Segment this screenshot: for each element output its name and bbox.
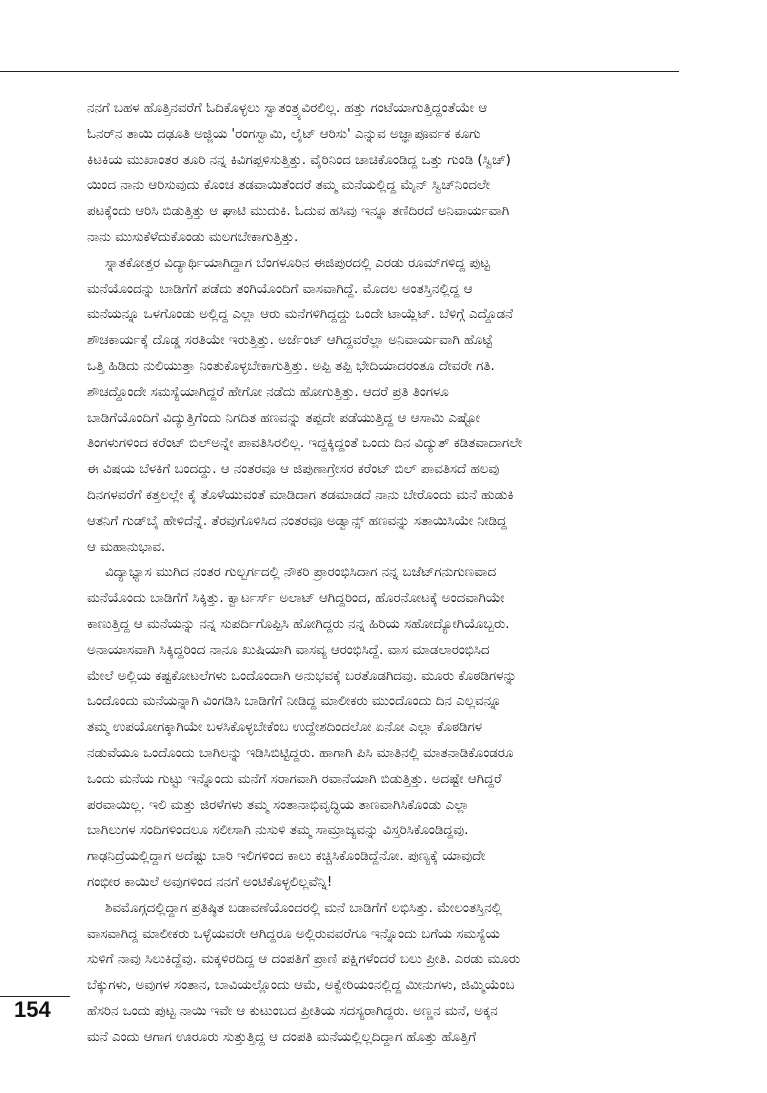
text-line: ಮೇಲೆ ಅಲ್ಲಿಯ ಕಷ್ಟಕೋಟಲೆಗಳು ಒಂದೊಂದಾಗಿ ಅನುಭವಕ್ಕೆ ಬರತೊಡಗಿದವು. ಮೂರು ಕೊಠಡಿಗಳನ್ನು <box>87 668 517 684</box>
text-line: ಪಟಕ್ಕೆಂದು ಆರಿಸಿ ಬಿಡುತ್ತಿತ್ತು ಆ ಘಾಟಿ ಮುದುಕಿ. ಓದುವ ಹಸಿವು ಇನ್ನೂ ತಣಿದಿರದೆ ಅನಿವಾರ್ಯವಾಗಿ <box>87 204 510 220</box>
text-line: ಒತ್ತಿ ಹಿಡಿದು ನುಲಿಯುತ್ತಾ ನಿಂತುಕೊಳ್ಳಬೇಕಾಗುತ್ತಿತ್ತು. ಅಪ್ಪಿ ತಪ್ಪಿ ಭೇದಿಯಾದರಂತೂ ದೇವರೇ ಗತಿ. <box>87 358 495 374</box>
text-line: ಗಾಢನಿದ್ರೆಯಲ್ಲಿದ್ದಾಗ ಅದೆಷ್ಟು ಬಾರಿ ಇಲಿಗಳಿಂದ ಕಾಲು ಕಚ್ಚಿಸಿಕೊಂಡಿದ್ದೆನೋ. ಪುಣ್ಯಕ್ಕೆ ಯಾವುದೇ <box>87 849 486 865</box>
text-line: ಶೌಚಕಾರ್ಯಕ್ಕೆ ದೊಡ್ಡ ಸರತಿಯೇ ಇರುತ್ತಿತ್ತು. ಅರ್ಜೆಂಟ್ ಆಗಿದ್ದವರೆಲ್ಲಾ ಅನಿವಾರ್ಯವಾಗಿ ಹೊಟ್ಟೆ <box>87 333 493 349</box>
text-line: ಆತನಿಗೆ ಗುಡ್‌ಬೈ ಹೇಳಿದೆನ್ನೆ. ತೆರವುಗೊಳಿಸಿದ ನಂತರವೂ ಅಡ್ವಾನ್ಸ್ ಹಣವನ್ನು ಸತಾಯಿಸಿಯೇ ನೀಡಿದ್ದ <box>87 513 507 529</box>
text-line: ಅನಾಯಾಸವಾಗಿ ಸಿಕ್ಕಿದ್ದರಿಂದ ನಾನೂ ಖುಷಿಯಾಗಿ ವಾಸವ್ಯ ಆರಂಭಿಸಿದ್ದೆ. ವಾಸ ಮಾಡಲಾರಂಭಿಸಿದ <box>87 642 490 658</box>
top-rule <box>0 71 679 72</box>
text-line: ಯಿಂದ ನಾನು ಆರಿಸುವುದು ಕೊಂಚ ತಡವಾಯಿತೆಂದರೆ ತಮ್ಮ ಮನೆಯಲ್ಲಿದ್ದ ಮೈನ್ ಸ್ವಿಚ್‌ನಿಂದಲೇ <box>87 178 491 194</box>
body-text <box>87 96 679 1050</box>
text-line: ಮನೆ ಎಂದು ಆಗಾಗ ಊರೂರು ಸುತ್ತುತ್ತಿದ್ದ ಆ ದಂಪತಿ ಮನೆಯಲ್ಲಿಲ್ಲದಿದ್ದಾಗ ಹೊತ್ತು ಹೊತ್ತಿಗೆ <box>87 1029 477 1045</box>
text-line: ಮನೆಯೊಂದನ್ನು ಬಾಡಿಗೆಗೆ ಪಡೆದು ತಂಗಿಯೊಂದಿಗೆ ವಾಸವಾಗಿದ್ದೆ. ಮೊದಲ ಅಂತಸ್ತಿನಲ್ಲಿದ್ದ ಆ <box>87 281 473 297</box>
text-line: ಬಾಡಿಗೆಯೊಂದಿಗೆ ವಿದ್ಯುತ್ತಿಗೆಂದು ನಿಗದಿತ ಹಣವನ್ನು ತಪ್ಪದೇ ಪಡೆಯುತ್ತಿದ್ದ ಆ ಆಸಾಮಿ ಎಷ್ಟೋ <box>87 410 480 426</box>
text-line: ಗಂಭೀರ ಕಾಯಿಲೆ ಅವುಗಳಿಂದ ನನಗೆ ಅಂಟಿಕೊಳ್ಳಲಿಲ್ಲವೆನ್ನಿ! <box>87 874 333 890</box>
text-line: ಮನೆಯೊಂದು ಬಾಡಿಗೆಗೆ ಸಿಕ್ಕಿತ್ತು. ಕ್ವಾರ್ಟರ್ಸ್ ಅಲಾಟ್ ಆಗಿದ್ದರಿಂದ, ಹೊರನೋಟಕ್ಕೆ ಅಂದವಾಗಿಯೇ <box>87 591 505 607</box>
text-line: ಕಾಣುತ್ತಿದ್ದ ಆ ಮನೆಯನ್ನು ನನ್ನ ಸುಪರ್ದಿಗೊಪ್ಪಿಸಿ ಹೋಗಿದ್ದರು ನನ್ನ ಹಿರಿಯ ಸಹೋದ್ಯೋಗಿಯೊಬ್ಬರು. <box>87 616 510 632</box>
text-line: ಒಂದೊಂದು ಮನೆಯನ್ನಾಗಿ ವಿಂಗಡಿಸಿ ಬಾಡಿಗೆಗೆ ನೀಡಿದ್ದ ಮಾಲೀಕರು ಮುಂದೊಂದು ದಿನ ಎಲ್ಲವನ್ನೂ <box>87 694 502 710</box>
text-line: ಬೆಕ್ಕುಗಳು, ಅವುಗಳ ಸಂತಾನ, ಬಾವಿಯಲ್ಲೊಂದು ಆಮೆ, ಅಕ್ವೇರಿಯಂನಲ್ಲಿದ್ದ ಮೀನುಗಳು, ಜಿಮ್ಮಿಯೆಂಬ <box>87 978 515 994</box>
text-line: ಓನರ್‌ನ ತಾಯಿ ದಢೂತಿ ಅಜ್ಜಿಯ 'ರಂಗಸ್ವಾಮಿ, ಲೈಟ್ ಆರಿಸು' ಎನ್ನುವ ಅಜ್ಞಾಪೂರ್ವಕ ಕೂಗು <box>87 126 481 142</box>
text-line: ದಿನಗಳವರೆಗೆ ಕತ್ತಲಲ್ಲೇ ಕೈ ತೊಳೆಯುವಂತೆ ಮಾಡಿದಾಗ ತಡಮಾಡದೆ ನಾನು ಬೇರೊಂದು ಮನೆ ಹುಡುಕಿ <box>87 487 514 503</box>
text-line: ವಾಸವಾಗಿದ್ದ ಮಾಲೀಕರು ಒಳ್ಳೆಯವರೇ ಆಗಿದ್ದರೂ ಅಲ್ಲಿರುವವರೆಗೂ ಇನ್ನೊಂದು ಬಗೆಯ ಸಮಸ್ಯೆಯ <box>87 926 500 942</box>
text-line: ಶಿವಮೊಗ್ಗದಲ್ಲಿದ್ದಾಗ ಪ್ರತಿಷ್ಠಿತ ಬಡಾವಣೆಯೊಂದರಲ್ಲಿ ಮನೆ ಬಾಡಿಗೆಗೆ ಲಭಿಸಿತ್ತು. ಮೇಲಂತಸ್ತಿನಲ್ಲಿ <box>105 900 502 916</box>
text-line: ಪರವಾಯಿಲ್ಲ. ಇಲಿ ಮತ್ತು ಜಿರಳೆಗಳು ತಮ್ಮ ಸಂತಾನಾಭಿವೃದ್ಧಿಯ ತಾಣವಾಗಿಸಿಕೊಂಡು ಎಲ್ಲಾ <box>87 797 470 813</box>
text-line: ಸುಳಿಗೆ ನಾವು ಸಿಲುಕಿದ್ದೆವು. ಮಕ್ಕಳಿರದಿದ್ದ ಆ ದಂಪತಿಗೆ ಪ್ರಾಣಿ ಪಕ್ಷಿಗಳೆಂದರೆ ಬಲು ಪ್ರೀತಿ. ಎರಡು ಮೂರು <box>87 952 521 968</box>
text-line: ನಾನು ಮುಸುಕೆಳೆದುಕೊಂಡು ಮಲಗಬೇಕಾಗುತ್ತಿತ್ತು. <box>87 229 299 245</box>
text-line: ತಿಂಗಳುಗಳಿಂದ ಕರೆಂಟ್ ಬಿಲ್‌ಅನ್ನೇ ಪಾವತಿಸಿರಲಿಲ್ಲ. ಇದ್ದಕ್ಕಿದ್ದಂತೆ ಒಂದು ದಿನ ವಿದ್ಯುತ್ ಕಡಿತವಾದಾಗಲೇ <box>87 436 523 452</box>
text-line: ಸ್ನಾತಕೋತ್ತರ ವಿದ್ಯಾರ್ಥಿಯಾಗಿದ್ದಾಗ ಬೆಂಗಳೂರಿನ ಈಜಿಪುರದಲ್ಲಿ ಎರಡು ರೂಮ್‌ಗಳಿದ್ದ ಪುಟ್ಟ <box>105 255 490 271</box>
text-line: ವಿದ್ಯಾಭ್ಯಾಸ ಮುಗಿದ ನಂತರ ಗುಲ್ಬರ್ಗದಲ್ಲಿ ನೌಕರಿ ಪ್ರಾರಂಭಿಸಿದಾಗ ನನ್ನ ಬಜೆಟ್‌ಗನುಗುಣವಾದ <box>105 565 497 581</box>
text-line: ನನಗೆ ಬಹಳ ಹೊತ್ತಿನವರೆಗೆ ಓದಿಕೊಳ್ಳಲು ಸ್ವಾತಂತ್ರ್ಯವಿರಲಿಲ್ಲ. ಹತ್ತು ಗಂಟೆಯಾಗುತ್ತಿದ್ದಂತೆಯೇ ಆ <box>87 101 488 116</box>
text-line: ಒಂದು ಮನೆಯ ಗುಟ್ಟು ಇನ್ನೊಂದು ಮನೆಗೆ ಸರಾಗವಾಗಿ ರವಾನೆಯಾಗಿ ಬಿಡುತ್ತಿತ್ತು. ಅದಷ್ಟೇ ಆಗಿದ್ದರೆ <box>87 771 502 787</box>
text-line: ತಮ್ಮ ಉಪಯೋಗಕ್ಕಾಗಿಯೇ ಬಳಸಿಕೊಳ್ಳಬೇಕೆಂಬ ಉದ್ದೇಶದಿಂದಲೋ ಏನೋ ಎಲ್ಲಾ ಕೊಠಡಿಗಳ <box>87 720 483 736</box>
text-line: ಮನೆಯನ್ನೂ ಒಳಗೊಂಡು ಅಲ್ಲಿದ್ದ ಎಲ್ಲಾ ಆರು ಮನೆಗಳಿಗಿದ್ದದ್ದು ಒಂದೇ ಟಾಯ್ಲೆಟ್. ಬೆಳಿಗ್ಗೆ ಎದ್ದೊಡನೆ <box>87 307 514 323</box>
text-line: ನಡುವೆಯೂ ಒಂದೊಂದು ಬಾಗಿಲನ್ನು ಇಡಿಸಿಬಿಟ್ಟಿದ್ದರು. ಹಾಗಾಗಿ ಪಿಸಿ ಮಾತಿನಲ್ಲಿ ಮಾತನಾಡಿಕೊಂಡರೂ <box>87 745 514 761</box>
text-line: ಹೆಸರಿನ ಒಂದು ಪುಟ್ಟ ನಾಯಿ ಇವೇ ಆ ಕುಟುಂಬದ ಪ್ರೀತಿಯ ಸದಸ್ಯರಾಗಿದ್ದರು. ಅಣ್ಣನ ಮನೆ, ಅಕ್ಕನ <box>87 1003 498 1019</box>
text-line: ಈ ವಿಷಯ ಬೆಳಕಿಗೆ ಬಂದದ್ದು. ಆ ನಂತರವೂ ಆ ಜಿಪುಣಾಗ್ರೇಸರ ಕರೆಂಟ್ ಬಿಲ್ ಪಾವತಿಸದೆ ಹಲವು <box>87 462 500 478</box>
text-line: ಬಾಗಿಲುಗಳ ಸಂದಿಗಳಿಂದಲೂ ಸಲೀಸಾಗಿ ನುಸುಳಿ ತಮ್ಮ ಸಾಮ್ರಾಜ್ಯವನ್ನು ವಿಸ್ತರಿಸಿಕೊಂಡಿದ್ದವು. <box>87 823 469 839</box>
text-line: ಶೌಚದ್ದೊಂದೇ ಸಮಸ್ಯೆಯಾಗಿದ್ದರೆ ಹೇಗೋ ನಡೆದು ಹೋಗುತ್ತಿತ್ತು. ಆದರೆ ಪ್ರತಿ ತಿಂಗಳೂ <box>87 384 449 400</box>
text-line: ಆ ಮಹಾನುಭಾವ. <box>87 539 166 555</box>
text-line: ಕಿಟಕಿಯ ಮುಖಾಂತರ ತೂರಿ ನನ್ನ ಕಿವಿಗಪ್ಪಳಿಸುತ್ತಿತ್ತು. ವೈರಿನಿಂದ ಚಾಚಿಕೊಂಡಿದ್ದ ಒತ್ತು ಗುಂಡಿ (ಸ್ವಿಚ್) <box>87 152 511 168</box>
page-number: 154 <box>14 997 51 1022</box>
